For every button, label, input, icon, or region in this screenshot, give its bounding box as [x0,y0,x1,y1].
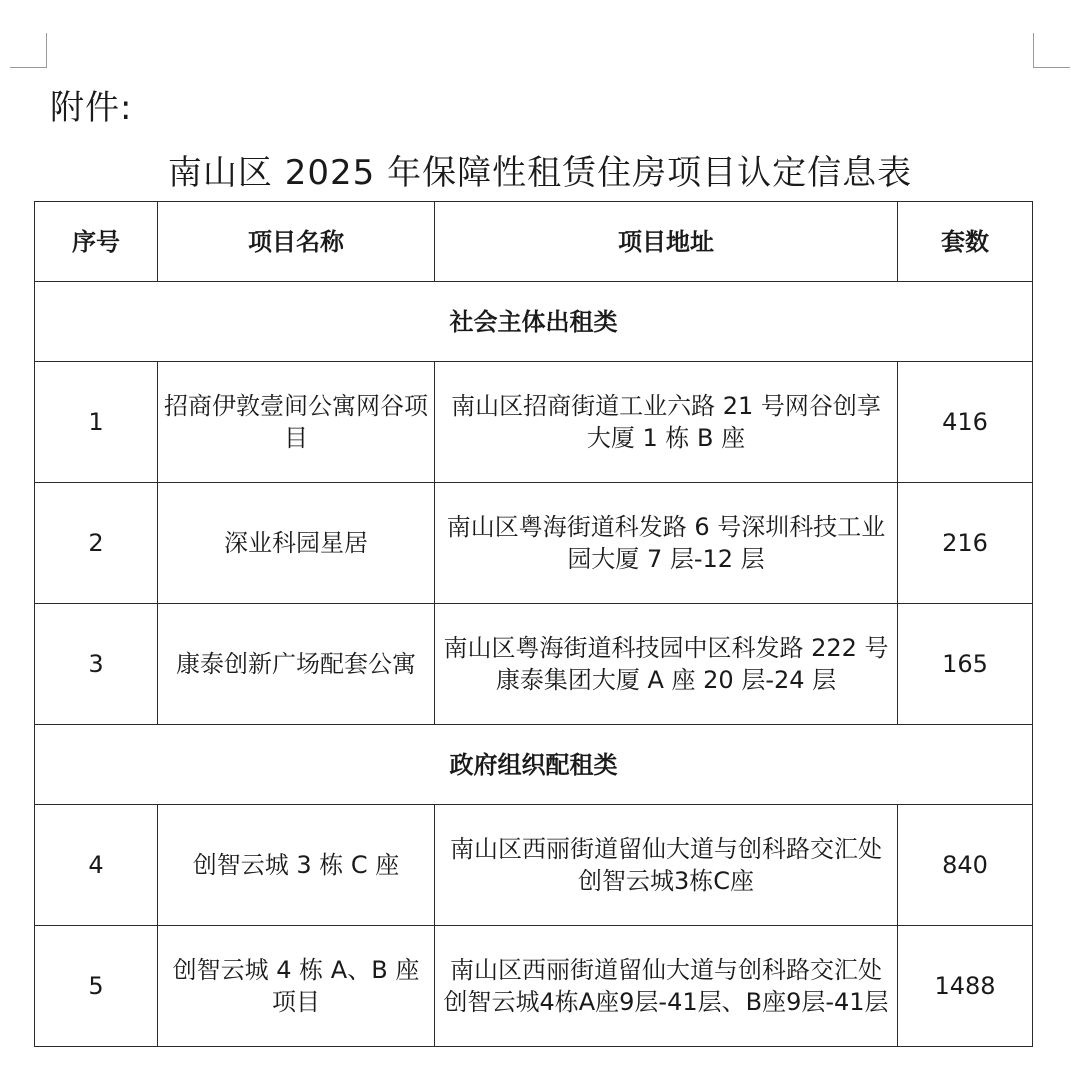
cell-project-name: 招商伊敦壹间公寓网谷项目 [158,362,435,483]
section-title: 政府组织配租类 [35,725,1033,805]
cell-unit-count: 216 [898,483,1033,604]
project-table [34,201,1033,1047]
header-project-address: 项目地址 [435,202,898,282]
table-row [35,805,1033,926]
cell-project-name: 创智云城 4 栋 A、B 座项目 [158,926,435,1047]
cell-index: 4 [35,805,158,926]
cell-project-address: 南山区粤海街道科发路 6 号深圳科技工业园大厦 7 层-12 层 [435,483,898,604]
table-row [35,926,1033,1047]
section-row [35,725,1033,805]
cell-project-name: 深业科园星居 [158,483,435,604]
cell-index: 3 [35,604,158,725]
cell-project-address: 南山区招商街道工业六路 21 号网谷创享大厦 1 栋 B 座 [435,362,898,483]
section-row [35,282,1033,362]
table-row [35,362,1033,483]
cell-project-name: 创智云城 3 栋 C 座 [158,805,435,926]
cell-project-address: 南山区粤海街道科技园中区科发路 222 号康泰集团大厦 A 座 20 层-24 层 [435,604,898,725]
document-title: 南山区 2025 年保障性租赁住房项目认定信息表 [167,153,913,193]
header-project-name: 项目名称 [158,202,435,282]
cell-project-name: 康泰创新广场配套公寓 [158,604,435,725]
attachment-label: 附件: [50,88,133,128]
cell-index: 5 [35,926,158,1047]
cell-unit-count: 416 [898,362,1033,483]
table-header-row [35,202,1033,282]
cell-unit-count: 840 [898,805,1033,926]
cell-index: 2 [35,483,158,604]
cell-unit-count: 165 [898,604,1033,725]
table-row [35,604,1033,725]
page-corner-mark-top-left [10,33,47,68]
header-unit-count: 套数 [898,202,1033,282]
cell-project-address: 南山区西丽街道留仙大道与创科路交汇处创智云城3栋C座 [435,805,898,926]
cell-unit-count: 1488 [898,926,1033,1047]
table-row [35,483,1033,604]
header-index: 序号 [35,202,158,282]
section-title: 社会主体出租类 [35,282,1033,362]
cell-index: 1 [35,362,158,483]
page-corner-mark-top-right [1033,33,1070,68]
cell-project-address: 南山区西丽街道留仙大道与创科路交汇处创智云城4栋A座9层-41层、B座9层-41层 [435,926,898,1047]
